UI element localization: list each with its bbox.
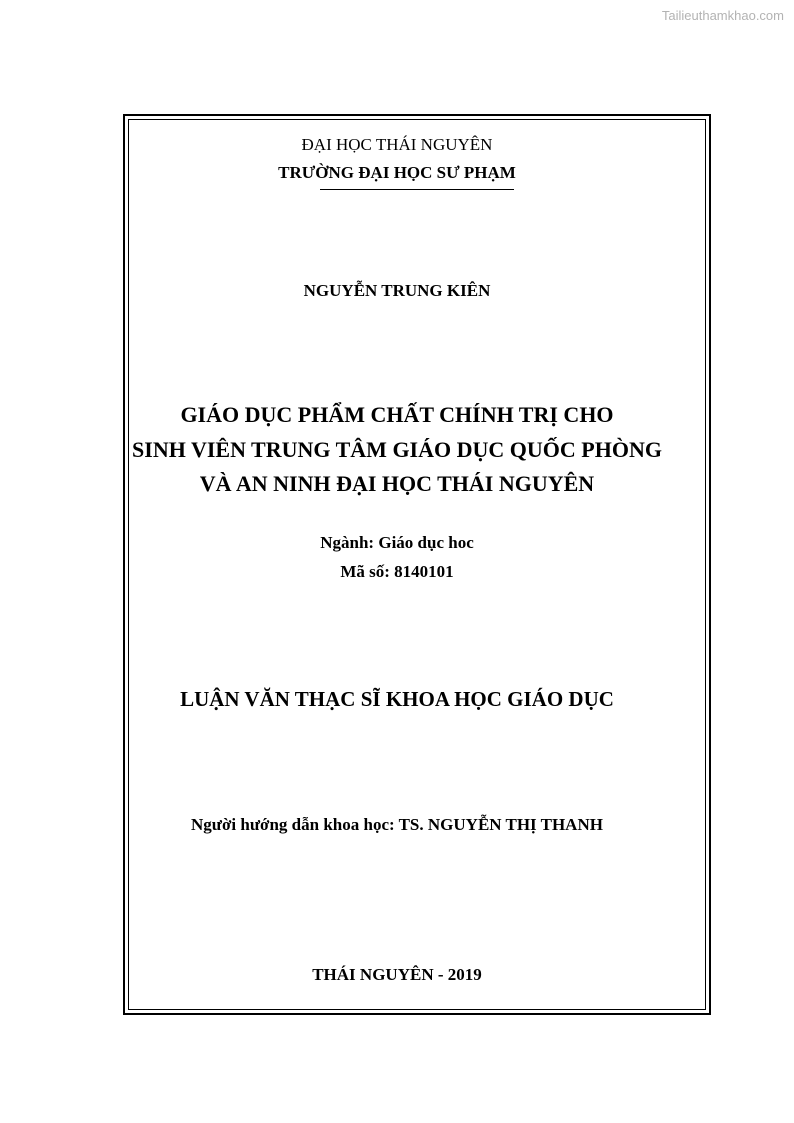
school-name: TRƯỜNG ĐẠI HỌC SƯ PHẠM <box>278 163 516 182</box>
major-field: Ngành: Giáo dục hoc <box>320 533 474 552</box>
degree-type: LUẬN VĂN THẠC SĨ KHOA HỌC GIÁO DỤC <box>180 687 614 711</box>
author-name: NGUYỄN TRUNG KIÊN <box>303 281 491 300</box>
watermark-text: Tailieuthamkhao.com <box>661 8 784 23</box>
thesis-title-line-3: VÀ AN NINH ĐẠI HỌC THÁI NGUYÊN <box>199 471 595 496</box>
major-code: Mã số: 8140101 <box>340 562 454 581</box>
advisor-line: Người hướng dẫn khoa học: TS. NGUYỄN THỊ THANH <box>191 815 603 834</box>
university-name: ĐẠI HỌC THÁI NGUYÊN <box>301 135 493 154</box>
thesis-title-line-2: SINH VIÊN TRUNG TÂM GIÁO DỤC QUỐC PHÒNG <box>132 437 662 462</box>
school-underline <box>320 189 514 190</box>
thesis-title-line-1: GIÁO DỤC PHẨM CHẤT CHÍNH TRỊ CHO <box>180 402 614 427</box>
place-year: THÁI NGUYÊN - 2019 <box>312 965 482 984</box>
